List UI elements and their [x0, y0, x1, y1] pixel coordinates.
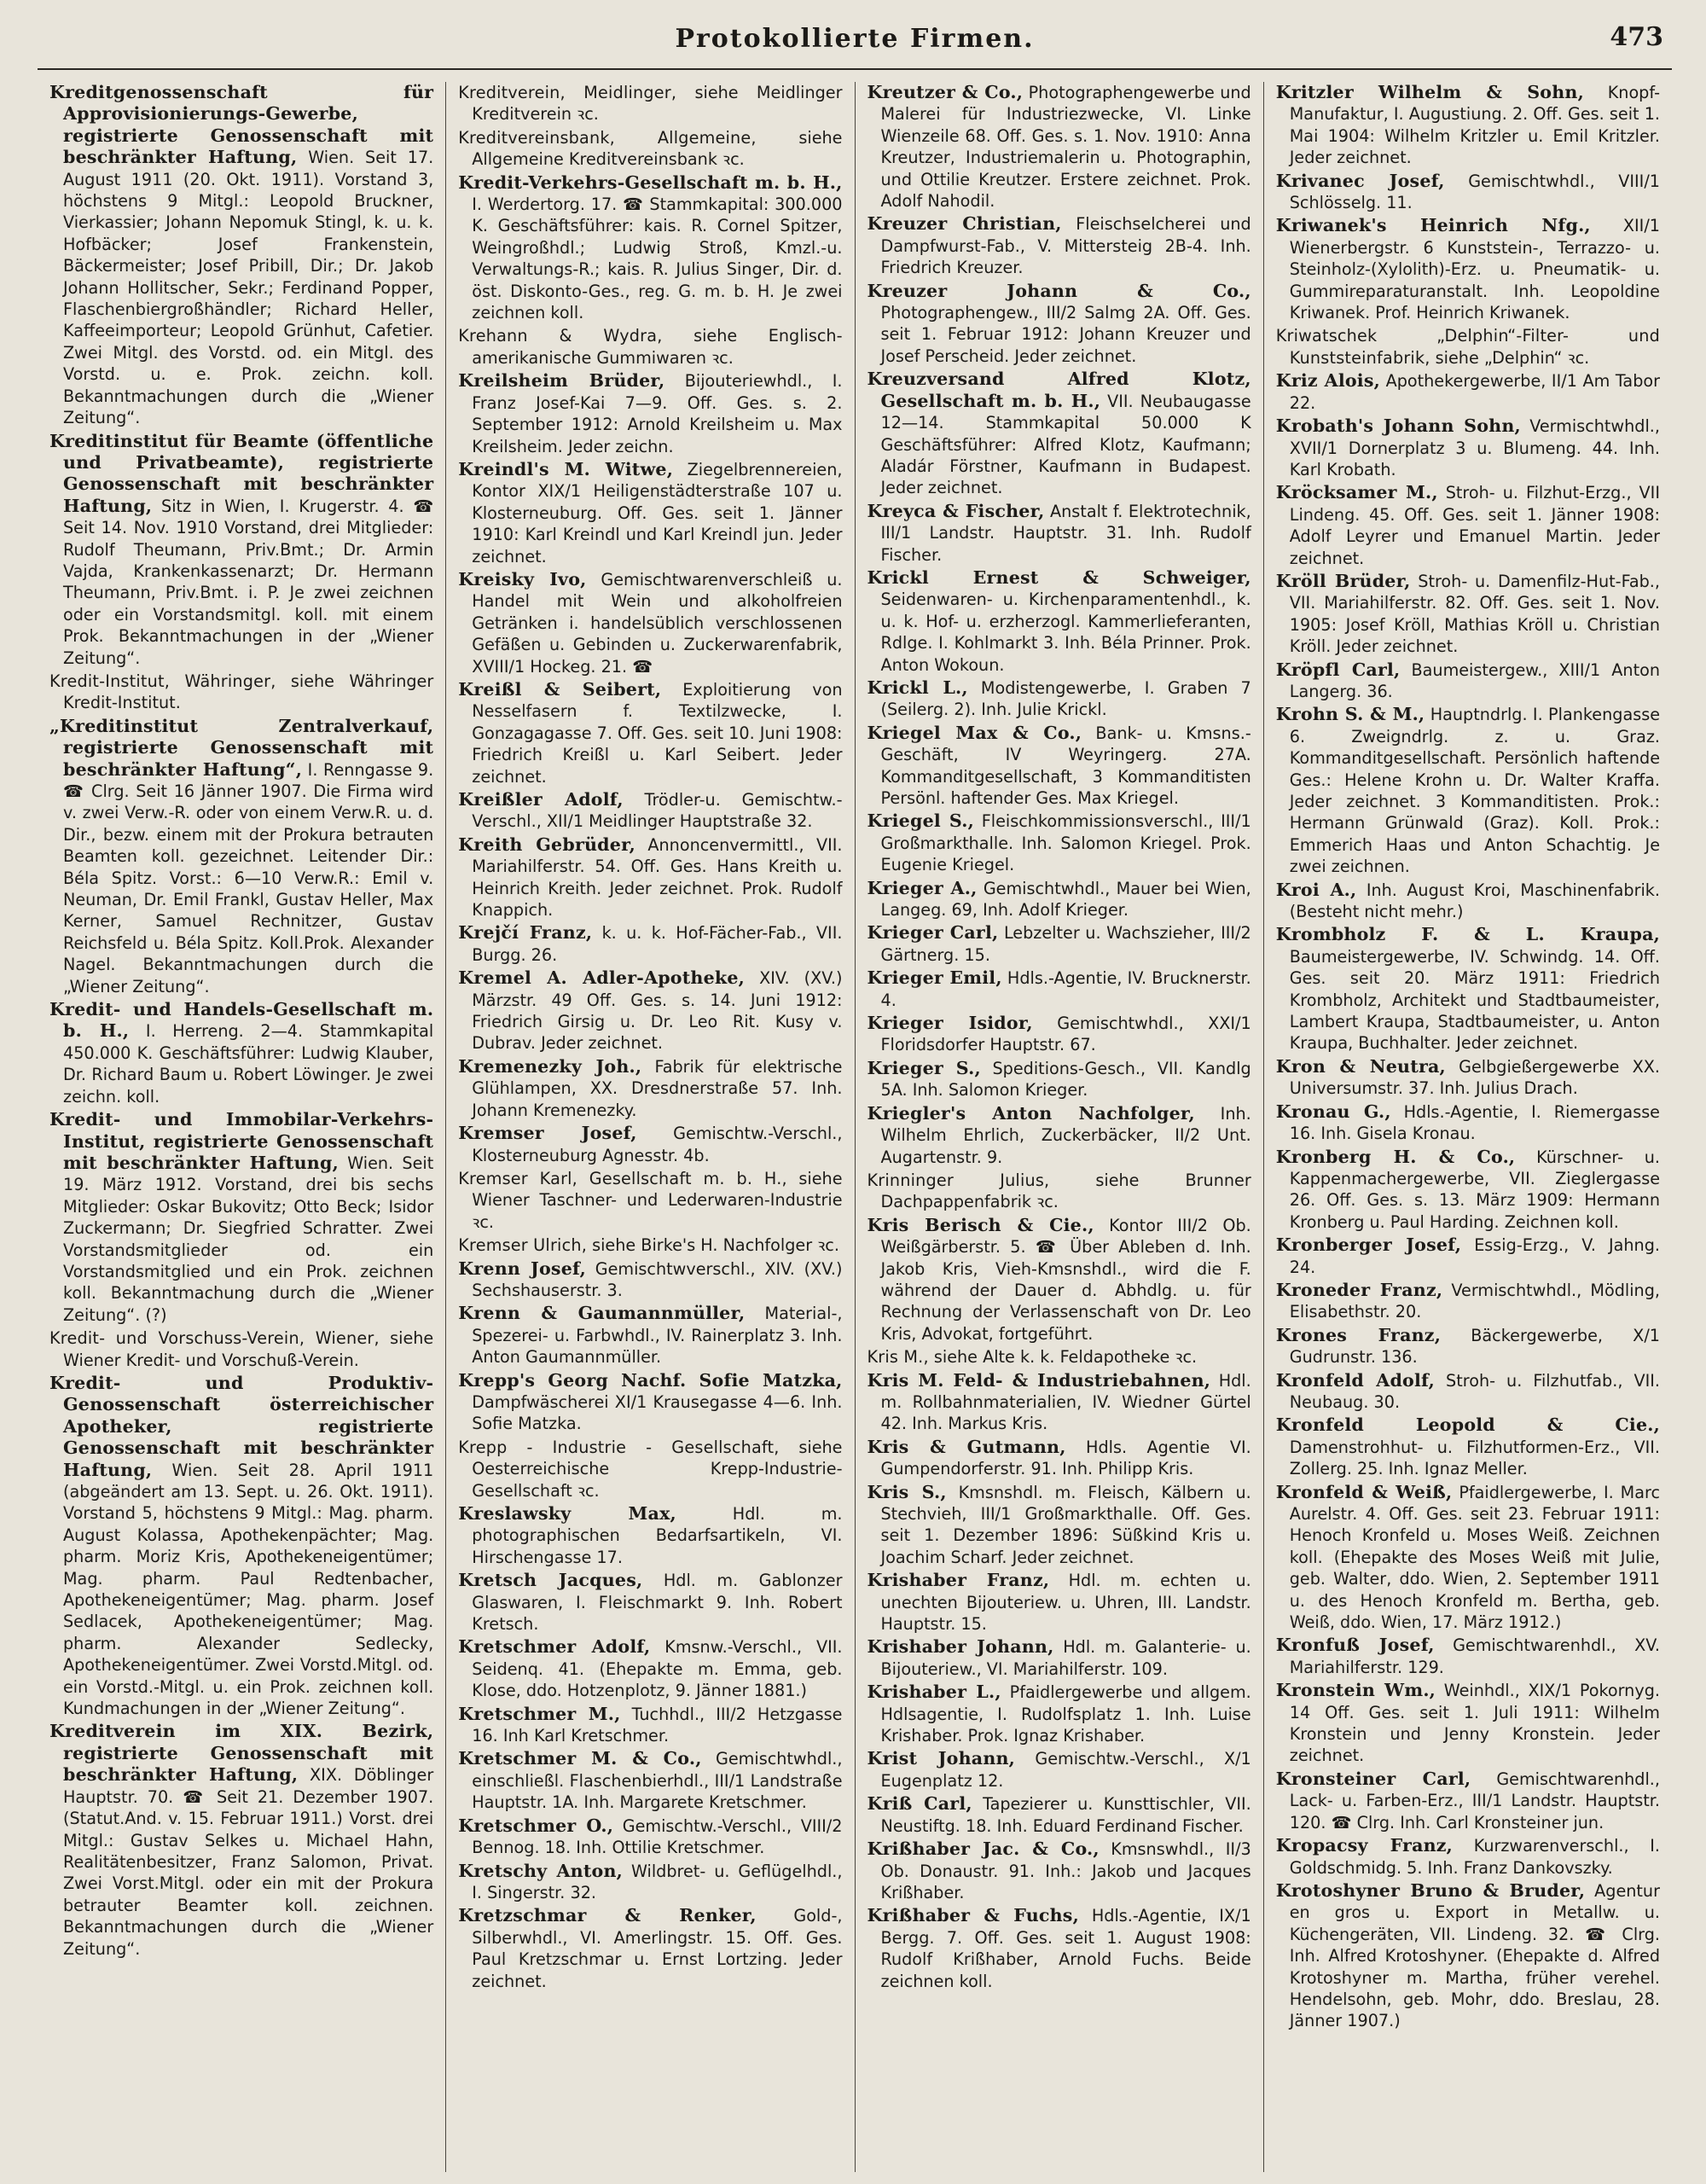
firm-details: Stroh- u. Damenfilz-Hut-Fab., VII. Mariahilferstr. 82. Off. Ges. seit 1. Nov. 1905: Josef Kröll, Mathias Kröll u. Christian Kröll. Jeder zeichnet. [1289, 571, 1661, 657]
firm-name: Kröpfl Carl, [1275, 659, 1401, 680]
firm-details: Stroh- u. Filzhut-Erzg., VII Lindeng. 45. Off. Ges. seit 1. Jänner 1908: Adolf Leyrer und Emanuel Martin. Jeder zeichnet. [1289, 483, 1660, 568]
firm-entry [1276, 1056, 1660, 1100]
firm-details: Hdls.-Agentie, IV. Brucknerstr. 4. [880, 968, 1251, 1010]
firm-entry [868, 1437, 1251, 1480]
firm-details: Gemischtwarenhdl., XV. Mariahilferstr. 129. [1289, 1635, 1660, 1677]
firm-details: siehe Meidlinger Kreditverein ꝛc. [472, 83, 843, 125]
firm-entry [868, 1793, 1251, 1837]
firm-entry [458, 1636, 842, 1701]
firm-name: Kremser Ulrich, [458, 1235, 587, 1256]
firm-details: Pfaidlergewerbe und allgem. Hdlsagentie, I. Rudolfsplatz 1. Inh. Luise Krishaber. Prok. Ignaz Krishaber. [880, 1682, 1251, 1746]
firm-entry [868, 567, 1251, 676]
firm-name: Kronfeld & Weiß, [1275, 1481, 1453, 1502]
firm-name: Krejčí Franz, [458, 922, 593, 944]
firm-entry [458, 1370, 842, 1435]
firm-entry [49, 82, 433, 429]
firm-details: Baumeistergew., XIII/1 Anton Langerg. 36. [1289, 659, 1660, 701]
firm-entry [868, 82, 1251, 212]
firm-details: Dampfwäscherei XI/1 Krausegasse 4—6. Inh. Sofie Matzka. [472, 1391, 843, 1434]
firm-details: Trödler-u. Gemischtw.-Verschl., XII/1 Meidlinger Hauptstraße 32. [472, 790, 843, 832]
firm-details: XIV. (XV.) Märzstr. 49 Off. Ges. s. 14. Juni 1912: Friedrich Girsig u. Dr. Leo Rit. Kusy v. Dubrav. Jeder zeichnet. [472, 968, 843, 1054]
firm-entry [1276, 1835, 1660, 1879]
firm-entry [458, 1704, 842, 1747]
firm-name: Kredit- und Immobilar-Verkehrs-Institut, registrierte Genossenschaft mit beschränkter Haftung, [49, 1109, 434, 1173]
firm-details: Material-, Spezerei- u. Farbwhdl., IV. Rainerplatz 3. Inh. Anton Gaumannmüller. [472, 1304, 843, 1368]
firm-name: Kredit-Institut, Währinger, [49, 671, 276, 691]
firm-name: Kreißl & Seibert, [458, 678, 662, 700]
firm-name: Kreuzversand Alfred Klotz, Gesellschaft m. b. H., [867, 369, 1251, 411]
firm-name: Krotoshyner Bruno & Bruder, [1275, 1879, 1586, 1901]
firm-details: Kmsnswhdl., II/3 Ob. Donaustr. 91. Inh.: Jakob und Jacques Krißhaber. [880, 1839, 1251, 1902]
firm-name: Kronfuß Josef, [1275, 1635, 1435, 1656]
firm-entry [868, 967, 1251, 1011]
firm-entry [868, 369, 1251, 498]
firm-details: Agentur en gros u. Export in Metallw. u. Küchengeräten, VII. Lindeng. 32. ☎ Clrg. Inh. Alfred Krotoshyner. (Ehepakte d. Alfred Krotoshyner m. Martha, früher verehel. Hendelsohn, geb. Mohr, ddo. Breslau, 28. Jänner 1907.) [1289, 1880, 1660, 2031]
firm-name: Kreisky Ivo, [458, 568, 587, 590]
firm-name: Kretschmer Adolf, [458, 1636, 651, 1658]
firm-details: Kürschner- u. Kappenmachergewerbe, VII. Zieglergasse 26. Off. Ges. s. 13. März 1909: Hermann Kronberg u. Paul Harding. Zeichnen koll. [1289, 1147, 1660, 1232]
firm-entry [49, 431, 433, 669]
firm-entry [1276, 1635, 1660, 1678]
firm-entry [458, 127, 842, 171]
firm-name: Krißhaber Jac. & Co., [867, 1838, 1100, 1860]
firm-details: Modistengewerbe, I. Graben 7 (Seilerg. 2). Inh. Julie Krickl. [880, 677, 1251, 720]
firm-name: Kreditverein im XIX. Bezirk, registrierte Genossenschaft mit beschränkter Haftung, [49, 1721, 434, 1786]
firm-name: Kretschy Anton, [458, 1860, 624, 1881]
firm-name: Krepp - Industrie - Gesellschaft, [458, 1437, 780, 1457]
firm-name: Kronberger Josef, [1275, 1234, 1462, 1256]
firm-name: Kronberg H. & Co., [1275, 1146, 1516, 1167]
firm-entry [458, 834, 842, 921]
firm-details: Pfaidlergewerbe, I. Marc Aurelstr. 4. Off. Ges. seit 23. Februar 1911: Henoch Kronfeld u. Moses Weiß. Zeichnen koll. (Ehepakte des Moses Weiß mit Julie, geb. Walter, ddo. Wien, 2. September 1911 u. des Henoch Kronfeld m. Bertha, geb. Weiß, ddo. Wien, 17. März 1912.) [1289, 1482, 1660, 1633]
firm-name: Kremel A. Adler-Apotheke, [458, 967, 746, 989]
firm-details: Wien. Seit 19. März 1912. Vorstand, drei bis sechs Mitglieder: Oskar Bukovitz; Otto Beck; Isidor Zuckermann; Dr. Siegfried Schratter. Zwei Vorstandsmitglieder od. ein Vorstandsmitglied und ein Prok. zeichnen koll. Bekanntmachung durch die „Wiener Zeitung“. (?) [63, 1153, 434, 1325]
firm-name: Kris & Gutmann, [867, 1436, 1066, 1457]
firm-name: „Kreditinstitut Zentralverkauf, registrierte Genossenschaft mit beschränkter Haftung“, [49, 715, 434, 780]
firm-details: XIX. Döblinger Hauptstr. 70. ☎ Seit 21. Dezember 1907. (Statut.And. v. 15. Februar 1911.) Vorst. drei Mitgl.: Gustav Selkes u. Michael Hahn, Realitätenbesitzer, Franz Salomon, Privat. Zwei Vorst.Mitgl. oder ein mit der Prokura betrauter Beamter koll. zeichnen. Bekanntmachungen durch die „Wiener Zeitung“. [63, 1765, 434, 1959]
firm-entry [868, 501, 1251, 566]
firm-entry [868, 1748, 1251, 1792]
firm-entry [1276, 215, 1660, 323]
firm-details: Gemischtwarenhdl., Lack- u. Farben-Erz., III/1 Landstr. Hauptstr. 120. ☎ Clrg. Inh. Carl Kronsteiner jun. [1289, 1769, 1660, 1833]
firm-entry [868, 1058, 1251, 1101]
firm-name: Kreyca & Fischer, [867, 500, 1045, 521]
firm-name: Kreutzer & Co., [867, 82, 1024, 102]
firm-name: Kreditvereinsbank, Allgemeine, [458, 127, 757, 148]
firm-details: Inh. August Kroi, Maschinenfabrik. (Besteht nicht mehr.) [1289, 880, 1661, 922]
firm-details: Photographengewerbe und Malerei für Industriezwecke, VI. Linke Wienzeile 68. Off. Ges. s. 1. Nov. 1910: Anna Kreutzer, Industriemalerin u. Photographin, und Ottilie Kreutzer. Erstere zeichnet. Prok. Adolf Nahodil. [880, 83, 1251, 212]
firm-details: siehe Währinger Kredit-Institut. [63, 671, 434, 713]
firm-entry [1276, 1414, 1660, 1479]
firm-details: Gemischtwverschl., XIV. (XV.) Sechshauserstr. 3. [472, 1258, 843, 1300]
firm-name: Krieger Emil, [867, 967, 1002, 989]
firm-entry [458, 370, 842, 457]
firm-details: Vermischtwhdl., XVII/1 Dornerplatz 3 u. Blumeng. 44. Inh. Karl Krobath. [1289, 416, 1660, 479]
firm-details: Ziegelbrennereien, Kontor XIX/1 Heiligenstädterstraße 107 u. Klosterneuburg. Off. Ges. seit 1. Jänner 1910: Karl Kreindl und Karl Kreindl jun. Jeder zeichnet. [472, 459, 843, 566]
firm-entry [868, 1103, 1251, 1168]
column-4 [1264, 82, 1672, 2172]
firm-name: Kriz Alois, [1275, 370, 1380, 392]
firm-entry [868, 677, 1251, 721]
firm-details: Gemischtwarenverschleiß u. Handel mit Wein und alkoholfreien Getränken i. handelsüblich verschlossenen Gefäßen u. Gebinden u. Zuckerwarenfabrik, XVIII/1 Hockeg. 21. ☎ [472, 569, 843, 677]
firm-name: Kretschmer O., [458, 1815, 614, 1836]
firm-entry [458, 1056, 842, 1121]
firm-entry [1276, 880, 1660, 923]
firm-entry [868, 1346, 1251, 1368]
firm-name: Krist Johann, [867, 1748, 1016, 1769]
firm-name: Kriegel S., [867, 810, 974, 832]
firm-entry [1276, 1680, 1660, 1767]
firm-name: Krobath's Johann Sohn, [1275, 415, 1521, 437]
firm-name: Krieger Isidor, [867, 1013, 1033, 1034]
firm-details: Hdl. m. Rollbahnmaterialien, IV. Wiedner Gürtel 42. Inh. Markus Kris. [880, 1370, 1251, 1434]
firm-details: Hdls.-Agentie, IX/1 Bergg. 7. Off. Ges. seit 1. August 1908: Rudolf Krißhaber, Arnold Fuchs. Beide zeichnen koll. [880, 1906, 1251, 1991]
firm-name: Krishaber Johann, [867, 1636, 1054, 1658]
firm-details: Hdl. m. Galanterie- u. Bijouteriew., VI. Mariahilferstr. 109. [880, 1637, 1251, 1679]
firm-name: Kronfeld Adolf, [1275, 1369, 1435, 1391]
firm-entry [1276, 482, 1660, 569]
firm-details: Baumeistergewerbe, IV. Schwindg. 14. Off. Ges. seit 20. März 1911: Friedrich Krombholz, Architekt und Stadtbaumeister, Lambert Kraupa, Stadtbaumeister, u. Anton Kraupa, Buchhalter. Jeder zeichnet. [1289, 946, 1660, 1054]
firm-details: Tapezierer u. Kunsttischler, VII. Neustiftg. 18. Inh. Eduard Ferdinand Fischer. [880, 1794, 1251, 1836]
firm-details: Bijouteriewhdl., I. Franz Josef-Kai 7—9. Off. Ges. s. 2. September 1912: Arnold Kreilsheim u. Max Kreilsheim. Jeder zeichn. [472, 371, 843, 456]
firm-details: Wien. Seit 28. April 1911 (abgeändert am 13. Sept. u. 26. Okt. 1911). Vorstand 5, höchstens 9 Mitgl.: Mag. pharm. August Kolassa, Apothekenpächter; Mag. pharm. Moriz Kris, Apothekeneigentümer; Mag. pharm. Paul Redtenbacher, Apothekeneigentümer; Mag. pharm. Josef Sedlacek, Apothekeneigentümer; Mag. pharm. Alexander Sedlecky, Apothekeneigentümer. Zwei Vorstd.Mitgl. od. ein Vorstd.-Mitgl. u. ein Prok. zeichnen koll. Kundmachungen in der „Wiener Zeitung“. [63, 1460, 434, 1719]
firm-details: Sitz in Wien, I. Krugerstr. 4. ☎ Seit 14. Nov. 1910 Vorstand, drei Mitglieder: Rudolf Theumann, Priv.Bmt.; Dr. Armin Vajda, Krankenkassenarzt; Dr. Hermann Theumann, Priv.Bmt. i. P. Je zwei zeichnen oder ein Vorstandsmitgl. koll. mit einem Prok. Bekanntmachungen in der „Wiener Zeitung“. [63, 496, 434, 668]
firm-details: Weinhdl., XIX/1 Pokornyg. 14 Off. Ges. seit 1. Juli 1911: Wilhelm Kronstein und Jenny Kronstein. Jeder zeichnet. [1289, 1681, 1660, 1766]
firm-name: Kreith Gebrüder, [458, 834, 635, 855]
firm-name: Krones Franz, [1275, 1324, 1442, 1345]
firm-details: XII/1 Wienerbergstr. 6 Kunststein-, Terrazzo- u. Steinholz-(Xylolith)-Erz. u. Pneumatik- u. Gummireparaturanstalt. Inh. Leopoldine Kriwanek. Prof. Heinrich Kriwanek. [1289, 216, 1660, 323]
column-container [38, 82, 1672, 2172]
firm-name: Krepp's Georg Nachf. Sofie Matzka, [458, 1369, 843, 1391]
firm-entry [458, 1234, 842, 1256]
firm-entry [1276, 1280, 1660, 1323]
firm-entry [868, 1838, 1251, 1903]
firm-name: Kriwatschek „Delphin“-Filter- und Kunststeinfabrik, [1275, 326, 1660, 368]
firm-name: Kriegel Max & Co., [867, 722, 1082, 743]
firm-name: Kreditverein, Meidlinger, [458, 83, 677, 102]
firm-entry [458, 1748, 842, 1813]
firm-details: Apothekergewerbe, II/1 Am Tabor 22. [1289, 371, 1660, 413]
firm-name: Kröll Brüder, [1275, 570, 1411, 591]
firm-details: Hdl. m. Gablonzer Glaswaren, I. Fleischmarkt 9. Inh. Robert Kretsch. [472, 1571, 843, 1635]
firm-name: Krombholz F. & L. Kraupa, [1275, 924, 1660, 945]
page-number: 473 [1610, 22, 1663, 52]
firm-name: Krickl Ernest & Schweiger, [867, 566, 1251, 588]
firm-details: Seidenwaren- u. Kirchenparamentenhdl., k. u. k. Hof- u. erzherzogl. Kammerlieferanten, Rdlge. I. Kohlmarkt 3. Inh. Béla Prinner. Prok. Anton Wokoun. [880, 590, 1251, 675]
firm-entry [458, 569, 842, 677]
firm-entry [868, 1013, 1251, 1056]
firm-details: Hdls. Agentie VI. Gumpendorferstr. 91. Inh. Philipp Kris. [880, 1437, 1251, 1479]
firm-entry [1276, 1880, 1660, 2032]
firm-details: I. Renngasse 9. ☎ Clrg. Seit 16 Jänner 1907. Die Firma wird v. zwei Verw.-R. oder von einem Verw.R. u. d. Dir., bezw. einem mit der Prokura betrauten Beamten koll. gezeichnet. Leitender Dir.: Béla Spitz. Vorst.: 6—10 Verw.R.: Emil v. Neuman, Dr. Emil Frankl, Gustav Heller, Max Kerner, Samuel Rechnitzer, Gustav Reichsfeld u. Béla Spitz. Koll.Prok. Alexander Nagel. Bekanntmachungen durch die „Wiener Zeitung“. [63, 759, 434, 996]
firm-details: Wildbret- u. Geflügelhdl., I. Singerstr. 32. [472, 1861, 843, 1902]
firm-details: I. Herreng. 2—4. Stammkapital 450.000 K. Geschäftsführer: Ludwig Klauber, Dr. Richard Baum u. Robert Löwinger. Je zwei zeichn. koll. [63, 1021, 434, 1107]
firm-name: Kreslawsky Max, [458, 1503, 676, 1524]
firm-entry [458, 1570, 842, 1635]
firm-name: Krivanec Josef, [1275, 170, 1445, 191]
firm-details: Kontor III/2 Ob. Weißgärberstr. 5. ☎ Über Ableben d. Inh. Jakob Kris, Vieh-Kmsnshdl., wird die F. während der Dauer d. Abhdlg. u. für Rechnung der Verlassenschaft von Dr. Leo Kris, Advokat, fortgeführt. [880, 1215, 1251, 1344]
firm-name: Krishaber Franz, [867, 1570, 1050, 1591]
firm-entry [868, 1482, 1251, 1569]
firm-details: Annoncenvermittl., VII. Mariahilferstr. 54. Off. Ges. Hans Kreith u. Heinrich Kreith. Jeder zeichnet. Prok. Rudolf Knappich. [472, 834, 843, 921]
firm-entry [868, 281, 1251, 368]
firm-name: Kronau G., [1275, 1101, 1391, 1122]
firm-entry [1276, 82, 1660, 169]
firm-details: Hdls.-Agentie, I. Riemergasse 16. Inh. Gisela Kronau. [1289, 1101, 1660, 1144]
firm-details: Gemischtw.-Verschl., Klosterneuburg Agnesstr. 4b. [472, 1124, 843, 1165]
firm-name: Kris M. Feld- & Industriebahnen, [867, 1369, 1211, 1391]
page-header [38, 19, 1672, 70]
firm-entry [458, 789, 842, 833]
firm-name: Kreindl's M. Witwe, [458, 458, 674, 479]
firm-entry [868, 810, 1251, 875]
firm-entry [1276, 171, 1660, 214]
firm-details: Kmsnshdl. m. Fleisch, Kälbern u. Stechvieh, III/1 Großmarkthalle. Off. Ges. seit 1. Dezember 1896: Süßkind Kris u. Joachim Scharf. Jeder zeichnet. [880, 1482, 1251, 1567]
firm-entry [868, 213, 1251, 278]
firm-entry [1276, 415, 1660, 480]
firm-name: Kredit- und Handels-Gesellschaft m. b. H., [49, 999, 434, 1042]
firm-details: siehe Allgemeine Kreditvereinsbank ꝛc. [472, 127, 843, 170]
firm-entry [868, 1905, 1251, 1992]
firm-name: Kredit- und Produktiv-Genossenschaft österreichischer Apotheker, registrierte Genossenschaft mit beschränkter Haftung, [49, 1372, 434, 1480]
firm-details: Stroh- u. Filzhutfab., VII. Neubaug. 30. [1289, 1370, 1660, 1412]
firm-name: Kreditgenossenschaft für Approvisionierungs-Gewerbe, registrierte Genossenschaft mit beschränkter Haftung, [49, 82, 434, 168]
firm-entry [458, 1503, 842, 1568]
firm-details: Lebzelter u. Wachszieher, III/2 Gärtnerg. 15. [880, 923, 1251, 965]
firm-details: Hdl. m. echten u. unechten Bijouteriew. u. Uhren, III. Landstr. Hauptstr. 15. [880, 1571, 1251, 1635]
firm-name: Kronsteiner Carl, [1275, 1768, 1471, 1789]
firm-name: Kreißler Adolf, [458, 789, 624, 810]
firm-entry [49, 671, 433, 714]
firm-entry [458, 967, 842, 1054]
firm-entry [868, 1370, 1251, 1435]
firm-entry [868, 1170, 1251, 1213]
firm-name: Kretschmer M. & Co., [458, 1748, 702, 1769]
firm-entry [1276, 1147, 1660, 1234]
firm-name: Kredit- und Vorschuss-Verein, Wiener, [49, 1328, 380, 1349]
firm-details: Gemischtwhdl., VIII/1 Schlösselg. 11. [1289, 171, 1660, 213]
firm-details: Gemischtwhdl., XXI/1 Floridsdorfer Hauptstr. 67. [880, 1014, 1251, 1055]
firm-name: Kreditinstitut für Beamte (öffentliche und Privatbeamte), registrierte Genossenschaft mit beschränkter Haftung, [49, 430, 434, 516]
firm-entry [458, 1815, 842, 1859]
firm-name: Kritzler Wilhelm & Sohn, [1275, 82, 1584, 102]
firm-entry [458, 1303, 842, 1368]
firm-details: Tuchhdl., III/2 Hetzgasse 16. Inh Karl Kretschmer. [472, 1704, 843, 1746]
firm-entry [458, 1123, 842, 1166]
firm-name: Kretschmer M., [458, 1703, 621, 1724]
firm-entry [49, 1327, 433, 1371]
firm-entry [868, 1682, 1251, 1746]
firm-details: Hauptndrlg. I. Plankengasse 6. Zweigndrlg. z. u. Graz. Kommanditgesellschaft. Persönlich haftende Ges.: Helene Krohn u. Dr. Walter Kraffa. Jeder zeichnet. 3 Kommanditisten. Prok.: Hermann Grünwald (Graz). Koll. Prok.: Emmerich Haas und Anton Schachtig. Je zwei zeichnen. [1289, 705, 1661, 877]
firm-name: Kris M., [867, 1347, 929, 1368]
firm-name: Kremenezky Joh., [458, 1055, 642, 1077]
firm-name: Kretsch Jacques, [458, 1570, 643, 1591]
firm-details: siehe Brunner Dachpappenfabrik ꝛc. [880, 1170, 1251, 1212]
firm-entry [458, 172, 842, 324]
firm-details: Vermischtwhdl., Mödling, Elisabethstr. 20. [1289, 1280, 1660, 1322]
firm-details: Damenstrohhut- u. Filzhutformen-Erz., VII. Zollerg. 25. Inh. Ignaz Meller. [1289, 1437, 1660, 1479]
firm-details: I. Werdertorg. 17. ☎ Stammkapital: 300.000 K. Geschäftsführer: kais. R. Cornel Spitzer, Weingroßhdl.; Ludwig Stroß, Kmzl.-u. Verwaltungs-R.; kais. R. Julius Singer, Dir. d. öst. Diskonto-Ges., reg. G. m. b. H. Je zwei zeichnen koll. [472, 195, 843, 323]
firm-name: Kris S., [867, 1481, 947, 1502]
firm-name: Kretzschmar & Renker, [458, 1905, 757, 1926]
firm-entry [868, 723, 1251, 810]
firm-name: Kröcksamer M., [1275, 482, 1438, 503]
firm-details: Wien. Seit 17. August 1911 (20. Okt. 1911). Vorstand 3, höchstens 9 Mitgl.: Leopold Bruckner, Vierkassier; Johann Nepomuk Stingl, k. u. k. Hofbäcker; Josef Frankenstein, Bäckermeister; Josef Pribill, Dir.; Dr. Jakob Johann Hollitscher, Sekr.; Ferdinand Popper, Flaschenbiergroßhändler; Richard Heller, Kaffeeimporteur; Leopold Grünhut, Cafetier. Zwei Mitgl. des Vorstd. od. ein Mitgl. des Vorstd. u. e. Prok. zeichn. koll. Bekanntmachungen durch die „Wiener Zeitung“. [63, 148, 434, 428]
firm-details: siehe Oesterreichische Krepp-Industrie-Gesellschaft ꝛc. [472, 1437, 843, 1501]
firm-entry [49, 1721, 433, 1959]
firm-name: Kreuzer Christian, [867, 213, 1062, 235]
firm-name: Krinninger Julius, [867, 1170, 1050, 1190]
firm-entry [49, 1373, 433, 1720]
firm-entry [1276, 370, 1660, 414]
firm-name: Krieger A., [867, 877, 978, 898]
page-title: Protokollierte Firmen. [675, 24, 1035, 54]
column-3 [856, 82, 1264, 2172]
firm-entry [868, 1636, 1251, 1680]
firm-details: Fleischkommissionsverschl., III/1 Großmarkthalle. Inh. Salomon Kriegel. Prok. Eugenie Kriegel. [880, 811, 1251, 875]
firm-entry [1276, 325, 1660, 369]
firm-name: Krenn & Gaumannmüller, [458, 1303, 746, 1324]
firm-entry [458, 82, 842, 125]
firm-name: Krieger S., [867, 1057, 981, 1078]
firm-entry [1276, 1370, 1660, 1414]
firm-entry [1276, 1325, 1660, 1368]
firm-name: Kreilsheim Brüder, [458, 370, 665, 392]
firm-entry [1276, 1101, 1660, 1145]
firm-entry [49, 999, 433, 1107]
firm-details: siehe Birke's H. Nachfolger ꝛc. [592, 1235, 839, 1256]
firm-details: siehe „Delphin“ ꝛc. [1435, 347, 1590, 368]
column-1 [38, 82, 446, 2172]
firm-name: Krohn S. & M., [1275, 704, 1425, 725]
firm-details: Speditions-Gesch., VII. Kandlg 5A. Inh. Salomon Krieger. [880, 1058, 1251, 1101]
firm-details: Bank- u. Kmsns.-Geschäft, IV Weyringerg. 27A. Kommanditgesellschaft, 3 Kommanditisten Persönl. haftender Ges. Max Kriegel. [880, 723, 1251, 808]
firm-entry [458, 1168, 842, 1233]
firm-details: Gelbgießergewerbe XX. Universumstr. 37. Inh. Julius Drach. [1289, 1056, 1660, 1099]
firm-details: Knopf-Manufaktur, I. Augustiung. 2. Off. Ges. seit 1. Mai 1904: Wilhelm Kritzler u. Emil Kritzler. Jeder zeichnet. [1289, 83, 1660, 168]
firm-name: Kropacsy Franz, [1275, 1835, 1454, 1856]
firm-details: Kurzwarenverschl., I. Goldschmidg. 5. Inh. Franz Dankovszky. [1289, 1836, 1660, 1878]
firm-details: Exploitierung von Nesselfasern f. Textilzwecke, I. Gonzagagasse 7. Off. Ges. seit 10. Juni 1908: Friedrich Kreißl u. Karl Seibert. Jeder zeichnet. [472, 679, 843, 787]
firm-entry [1276, 924, 1660, 1054]
firm-entry [1276, 1482, 1660, 1634]
firm-details: Gemischtw.-Verschl., X/1 Eugenplatz 12. [880, 1749, 1251, 1791]
firm-details: siehe Alte k. k. Feldapotheke ꝛc. [933, 1347, 1198, 1368]
firm-details: Kmsnw.-Verschl., VII. Seidenq. 41. (Ehepakte m. Emma, geb. Klose, ddo. Hotzenplotz, 9. Jänner 1881.) [472, 1637, 843, 1701]
firm-entry [868, 1215, 1251, 1345]
firm-name: Krickl L., [867, 677, 968, 698]
firm-entry [868, 878, 1251, 921]
firm-entry [458, 1258, 842, 1302]
firm-entry [458, 922, 842, 966]
firm-entry [1276, 659, 1660, 703]
firm-details: Essig-Erzg., V. Jahng. 24. [1289, 1235, 1661, 1277]
firm-name: Kreuzer Johann & Co., [867, 280, 1251, 301]
firm-details: Fabrik für elektrische Glühlampen, XX. Dresdnerstraße 57. Inh. Johann Kremenezky. [472, 1056, 843, 1120]
firm-entry [458, 459, 842, 567]
column-2 [446, 82, 855, 2172]
firm-name: Krißhaber & Fuchs, [867, 1905, 1079, 1926]
firm-details: Gold-, Silberwhdl., VI. Amerlingstr. 15. Off. Ges. Paul Kretzschmar u. Ernst Lortzing. Jeder zeichnet. [472, 1906, 843, 1991]
firm-name: Kronstein Wm., [1275, 1680, 1436, 1701]
firm-entry [1276, 1234, 1660, 1278]
firm-name: Kriwanek's Heinrich Nfg., [1275, 215, 1591, 236]
firm-entry [868, 1570, 1251, 1635]
firm-name: Kris Berisch & Cie., [867, 1214, 1094, 1235]
firm-entry [458, 1861, 842, 1904]
firm-details: Gemischtwhdl., Mauer bei Wien, Langeg. 69, Inh. Adolf Krieger. [880, 878, 1251, 921]
firm-entry [458, 1905, 842, 1992]
firm-entry [49, 716, 433, 997]
firm-details: Hdl. m. photographischen Bedarfsartikeln, VI. Hirschengasse 17. [472, 1504, 843, 1567]
firm-details: Gemischtw.-Verschl., VIII/2 Bennog. 18. Inh. Ottilie Kretschmer. [472, 1815, 843, 1858]
firm-details: siehe Englisch-amerikanische Gummiwaren ꝛc. [472, 326, 843, 368]
firm-details: VII. Neubaugasse 12—14. Stammkapital 50.000 K Geschäftsführer: Alfred Klotz, Kaufmann; Aladár Förstner, Kaufmann in Budapest. Jeder zeichnet. [880, 391, 1251, 498]
firm-name: Kriß Carl, [867, 1793, 972, 1815]
firm-name: Kroi A., [1275, 879, 1357, 900]
firm-details: Gemischtwhdl., einschließl. Flaschenbierhdl., III/1 Landstraße Hauptstr. 1A. Inh. Margarete Kretschmer. [472, 1749, 843, 1813]
firm-name: Krieger Carl, [867, 922, 999, 944]
firm-name: Kremser Josef, [458, 1123, 637, 1144]
firm-name: Krehann & Wydra, [458, 326, 663, 346]
firm-entry [458, 679, 842, 787]
firm-entry [868, 922, 1251, 966]
firm-entry [458, 325, 842, 369]
firm-details: siehe Wiener Kredit- und Vorschuß-Verein. [63, 1328, 434, 1370]
firm-name: Krishaber L., [867, 1682, 1001, 1703]
firm-name: Kremser Karl, Gesellschaft m. b. H., [458, 1168, 787, 1188]
firm-name: Kron & Neutra, [1275, 1055, 1446, 1077]
firm-details: siehe Wiener Taschner- und Lederwaren-Industrie ꝛc. [472, 1168, 843, 1232]
firm-name: Krenn Josef, [458, 1258, 586, 1279]
firm-name: Kroneder Franz, [1275, 1279, 1443, 1300]
firm-entry [1276, 704, 1660, 877]
firm-details: Bäckergewerbe, X/1 Gudrunstr. 136. [1289, 1325, 1660, 1368]
firm-details: Inh. Wilhelm Ehrlich, Zuckerbäcker, II/2 Unt. Augartenstr. 9. [880, 1103, 1251, 1167]
firm-entry [458, 1437, 842, 1502]
firm-details: Photographengew., III/2 Salmg 2A. Off. Ges. seit 1. Februar 1912: Johann Kreuzer und Josef Perscheid. Jeder zeichnet. [880, 303, 1251, 366]
firm-entry [49, 1109, 433, 1326]
firm-name: Kriegler's Anton Nachfolger, [867, 1102, 1195, 1124]
firm-details: Anstalt f. Elektrotechnik, III/1 Landstr. Hauptstr. 31. Inh. Rudolf Fischer. [880, 501, 1251, 565]
firm-entry [1276, 1769, 1660, 1833]
firm-entry [1276, 571, 1660, 658]
firm-name: Kredit-Verkehrs-Gesellschaft m. b. H., [458, 171, 843, 193]
firm-details: Fleischselcherei und Dampfwurst-Fab., V. Mittersteig 2B-4. Inh. Friedrich Kreuzer. [880, 214, 1251, 278]
firm-details: k. u. k. Hof-Fächer-Fab., VII. Burgg. 26. [472, 923, 843, 965]
firm-name: Kronfeld Leopold & Cie., [1275, 1414, 1660, 1436]
